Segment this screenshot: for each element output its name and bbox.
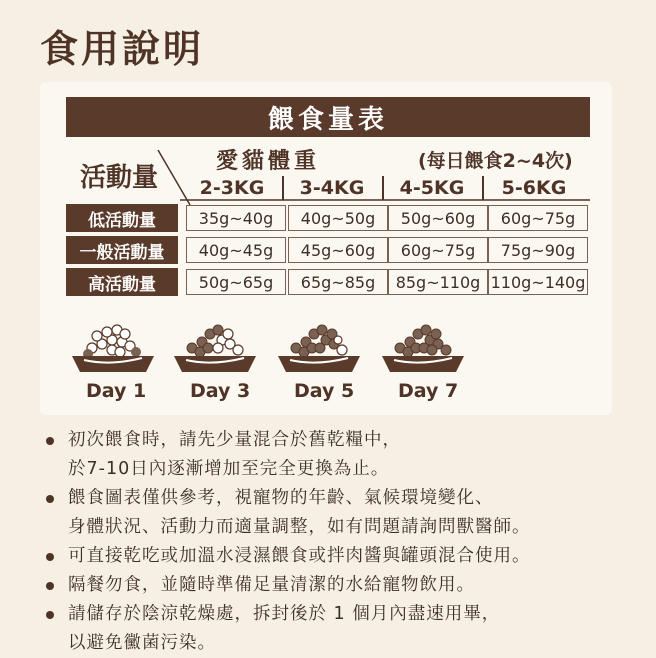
list-item	[46, 542, 646, 571]
day-label: Day 3	[190, 380, 251, 402]
page-title: 食用說明	[40, 27, 205, 71]
column-header: 5-6KG	[501, 177, 567, 199]
note-line: 可直接乾吃或加溫水浸濕餵食或拌肉醬與罐頭混合使用。	[68, 546, 531, 566]
feeding-frequency-note: (每日餵食2~4次)	[418, 150, 573, 172]
table-cell: 85g~110g	[388, 269, 488, 295]
bullet-icon	[46, 553, 54, 561]
table-cell: 50g~65g	[186, 269, 286, 295]
table-cell: 65g~85g	[288, 269, 388, 295]
note-line: 餵食圖表僅供參考，視寵物的年齡、氣候環境變化、	[68, 488, 494, 508]
bullet-icon	[46, 611, 54, 619]
food-bowl-day1-illustration	[70, 318, 156, 374]
row-label-normal: 一般活動量	[66, 236, 178, 264]
table-cell: 50g~60g	[388, 205, 488, 231]
table-cell: 110g~140g	[488, 269, 588, 295]
column-header: 2-3KG	[199, 177, 265, 199]
bullet-icon	[46, 495, 54, 503]
list-item	[46, 426, 646, 484]
table-cell: 45g~60g	[288, 237, 388, 263]
row-label-high: 高活動量	[66, 268, 178, 296]
table-cell: 75g~90g	[488, 237, 588, 263]
activity-level-label: 活動量	[80, 163, 159, 193]
food-bowl-day3-illustration	[172, 318, 258, 374]
bullet-icon	[46, 582, 54, 590]
list-item	[46, 484, 646, 542]
column-divider	[482, 176, 484, 200]
note-line: 身體狀況、活動力而適量調整，如有問題請詢問獸醫師。	[68, 517, 531, 537]
note-line: 於7-10日內逐漸增加至完全更換為止。	[68, 459, 390, 479]
day-label: Day 5	[294, 380, 355, 402]
bullet-icon	[46, 437, 54, 445]
day-label: Day 7	[398, 380, 459, 402]
column-header: 3-4KG	[299, 177, 365, 199]
cat-weight-label: 愛貓體重	[216, 149, 321, 174]
table-cell: 40g~45g	[186, 237, 286, 263]
table-heading: 餵食量表	[66, 97, 590, 137]
usage-notes-list	[46, 426, 646, 658]
table-cell: 60g~75g	[488, 205, 588, 231]
food-bowl-day7-illustration	[380, 318, 466, 374]
list-item	[46, 600, 646, 658]
note-line: 初次餵食時，請先少量混合於舊乾糧中，	[68, 430, 401, 450]
note-line: 以避免黴菌污染。	[68, 633, 216, 653]
list-item	[46, 571, 646, 600]
column-header: 4-5KG	[399, 177, 465, 199]
day-label: Day 1	[86, 380, 147, 402]
table-cell: 40g~50g	[288, 205, 388, 231]
note-line: 請儲存於陰涼乾燥處，拆封後於 1 個月內盡速用畢，	[68, 604, 501, 624]
food-bowl-day5-illustration	[276, 318, 362, 374]
note-line: 隔餐勿食，並隨時準備足量清潔的水給寵物飲用。	[68, 575, 475, 595]
table-cell: 35g~40g	[186, 205, 286, 231]
row-label-low: 低活動量	[66, 204, 178, 232]
table-cell: 60g~75g	[388, 237, 488, 263]
